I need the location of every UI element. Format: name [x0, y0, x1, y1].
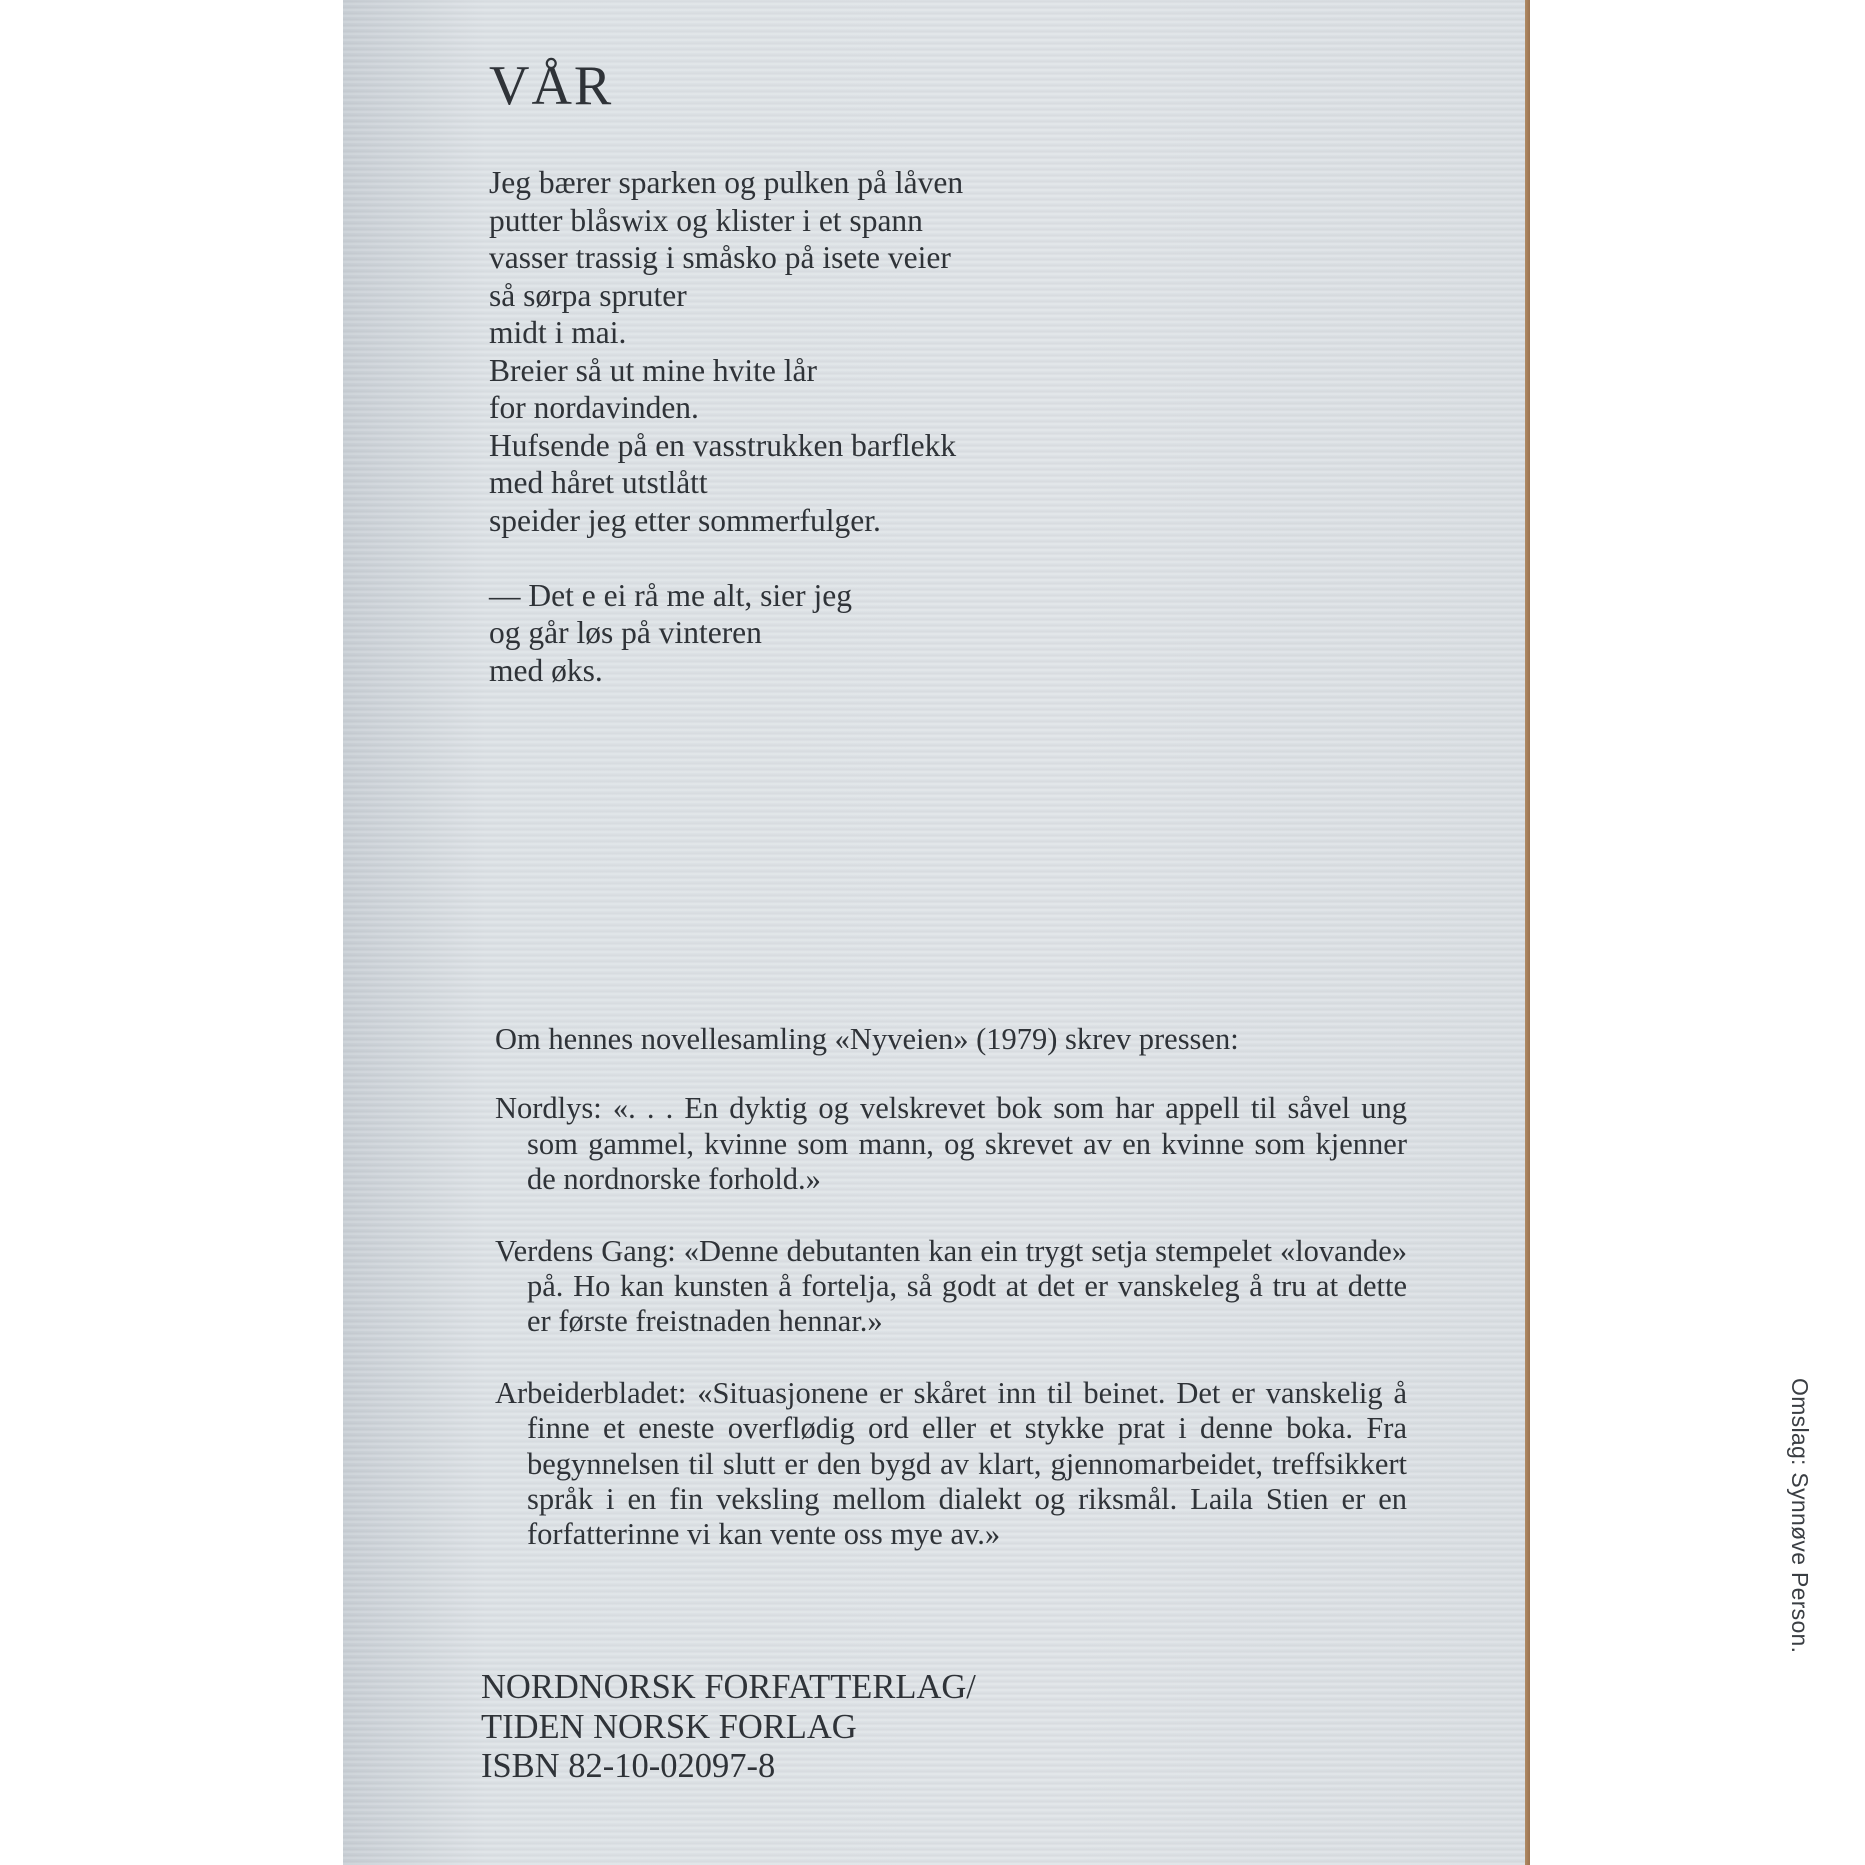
poem-line: putter blåswix og klister i et spann — [489, 202, 923, 238]
poem-line: Hufsende på en vasstrukken barflekk — [489, 427, 957, 463]
publisher-name-2: TIDEN NORSK FORLAG — [481, 1707, 857, 1746]
poem — [489, 164, 963, 689]
publisher-name: NORDNORSK FORFATTERLAG/ — [481, 1668, 976, 1706]
cover-credit: Omslag: Synnøve Person. — [1787, 1378, 1813, 1654]
poem-line: med øks. — [489, 652, 603, 688]
review-arbeiderbladet: Arbeiderbladet: «Situasjonene er skåret inn til beinet. Det er vanskelig å finne et eneste overflødig ord eller et stykke prat i denne boka. Fra begynnelsen til slutt er den bygd av klart, gjennomarbeidet, treffsikkert språk i en fin veksling mellom dialekt og riksmål. Laila Stien er en forfatterinne vi kan vente oss mye av.» — [495, 1375, 1407, 1552]
poem-line: — Det e ei rå me alt, sier jeg — [489, 577, 852, 613]
poem-line: vasser trassig i småsko på isete veier — [489, 240, 951, 275]
poem-title: VÅR — [489, 55, 614, 117]
poem-line: med håret utstlått — [489, 465, 708, 500]
poem-line: så sørpa spruter — [489, 277, 687, 313]
press-quotes — [495, 1022, 1407, 1589]
press-intro: Om hennes novellesamling «Nyveien» (1979) skrev pressen: — [495, 1022, 1239, 1056]
poem-line: midt i mai. — [489, 315, 627, 350]
poem-line: Jeg bærer sparken og pulken på låven — [489, 165, 964, 200]
book-back-cover — [343, 0, 1813, 1865]
poem-line: Breier så ut mine hvite lår — [489, 352, 818, 388]
review-nordlys: Nordlys: «. . . En dyktig og velskrevet bok som har appell til såvel ung som gammel, kvinne som mann, og skrevet av en kvinne som kjenner de nordnorske forhold.» — [495, 1091, 1407, 1197]
poem-line: og går løs på vinteren — [489, 615, 762, 650]
poem-line: speider jeg etter sommerfulger. — [489, 502, 881, 538]
page-edge — [1525, 0, 1530, 1865]
review-verdens-gang: Verdens Gang: «Denne debutanten kan ein trygt setja stempelet «lovande» på. Ho kan kunsten å fortelja, så godt at det er vanskeleg å tru at dette er første freistnaden hennar.» — [495, 1233, 1407, 1339]
poem-line: for nordavinden. — [489, 390, 699, 425]
publisher-block — [481, 1668, 976, 1787]
isbn: ISBN 82-10-02097-8 — [481, 1747, 776, 1785]
stanza-break — [489, 539, 963, 577]
